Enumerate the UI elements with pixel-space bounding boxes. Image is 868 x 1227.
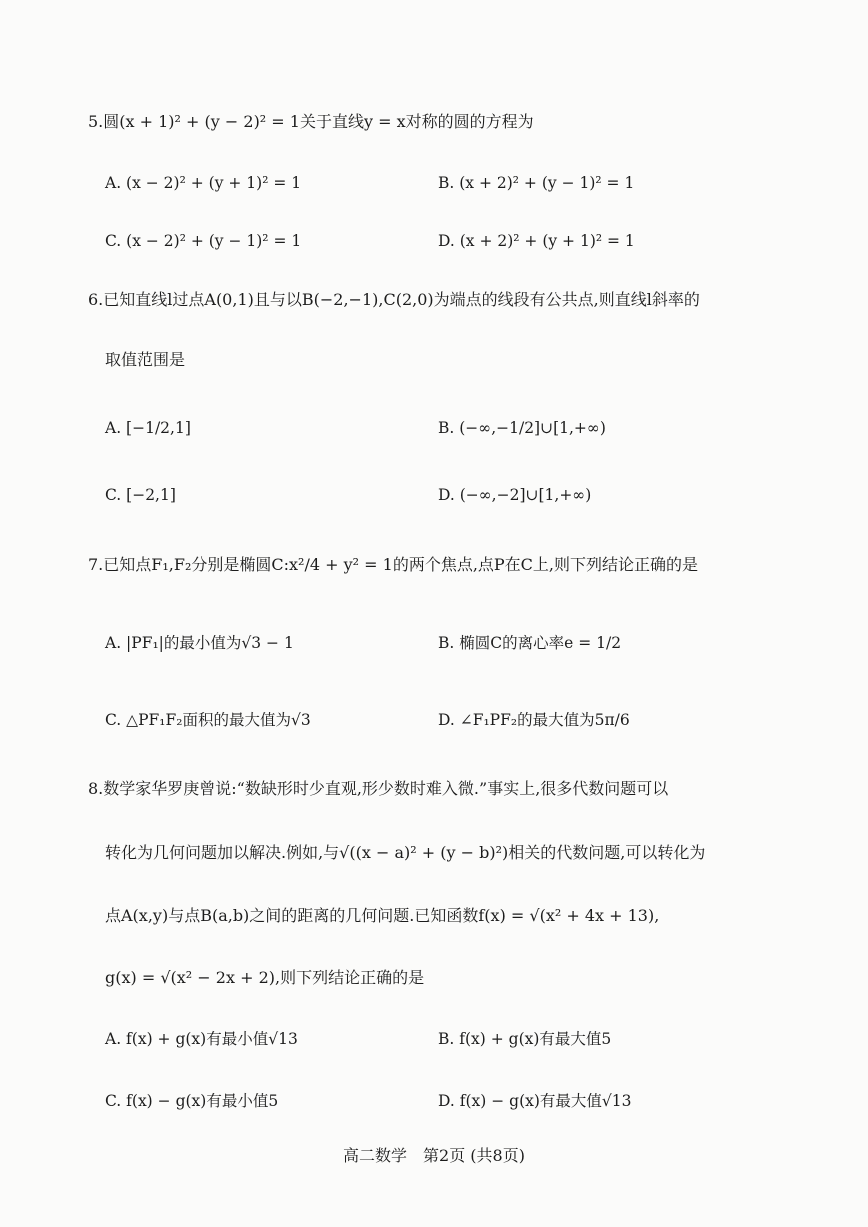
question-5-option-d: D. (x + 2)² + (y + 1)² = 1 bbox=[438, 232, 635, 250]
question-6-stem-continued: 取值范围是 bbox=[105, 350, 186, 369]
question-7-option-d: D. ∠F₁PF₂的最大值为5π/6 bbox=[438, 711, 630, 729]
question-6-option-a: A. [−1/2,1] bbox=[105, 419, 191, 437]
question-6-option-c: C. [−2,1] bbox=[105, 486, 176, 504]
question-5-option-b: B. (x + 2)² + (y − 1)² = 1 bbox=[438, 174, 635, 192]
page-footer: 高二数学 第2页 (共8页) bbox=[343, 1146, 525, 1165]
question-8-stem-line-2: 转化为几何问题加以解决.例如,与√((x − a)² + (y − b)²)相关的代数问题,可以转化为 bbox=[105, 843, 706, 862]
question-8-stem-line-3: 点A(x,y)与点B(a,b)之间的距离的几何问题.已知函数f(x) = √(x² + 4x + 13), bbox=[105, 906, 660, 925]
question-6-option-b: B. (−∞,−1/2]∪[1,+∞) bbox=[438, 419, 606, 437]
question-6-option-d: D. (−∞,−2]∪[1,+∞) bbox=[438, 486, 592, 504]
question-8-stem-line-4: g(x) = √(x² − 2x + 2),则下列结论正确的是 bbox=[105, 968, 425, 987]
question-7-stem: 7.已知点F₁,F₂分别是椭圆C:x²/4 + y² = 1的两个焦点,点P在C上,则下列结论正确的是 bbox=[88, 555, 698, 574]
question-8-option-d: D. f(x) − g(x)有最大值√13 bbox=[438, 1092, 632, 1110]
question-6-stem: 6.已知直线l过点A(0,1)且与以B(−2,−1),C(2,0)为端点的线段有公共点,则直线l斜率的 bbox=[88, 290, 700, 309]
question-8-option-a: A. f(x) + g(x)有最小值√13 bbox=[105, 1030, 298, 1048]
question-5-option-c: C. (x − 2)² + (y − 1)² = 1 bbox=[105, 232, 302, 250]
question-5-stem: 5.圆(x + 1)² + (y − 2)² = 1关于直线y = x对称的圆的方程为 bbox=[88, 112, 534, 131]
question-7-option-c: C. △PF₁F₂面积的最大值为√3 bbox=[105, 711, 311, 729]
question-8-stem: 8.数学家华罗庚曾说:“数缺形时少直观,形少数时难入微.”事实上,很多代数问题可以 bbox=[88, 779, 669, 798]
question-8-option-c: C. f(x) − g(x)有最小值5 bbox=[105, 1092, 279, 1110]
question-7-option-a: A. |PF₁|的最小值为√3 − 1 bbox=[105, 634, 294, 652]
question-8-option-b: B. f(x) + g(x)有最大值5 bbox=[438, 1030, 612, 1048]
question-5-option-a: A. (x − 2)² + (y + 1)² = 1 bbox=[105, 174, 302, 192]
question-7-option-b: B. 椭圆C的离心率e = 1/2 bbox=[438, 634, 622, 652]
